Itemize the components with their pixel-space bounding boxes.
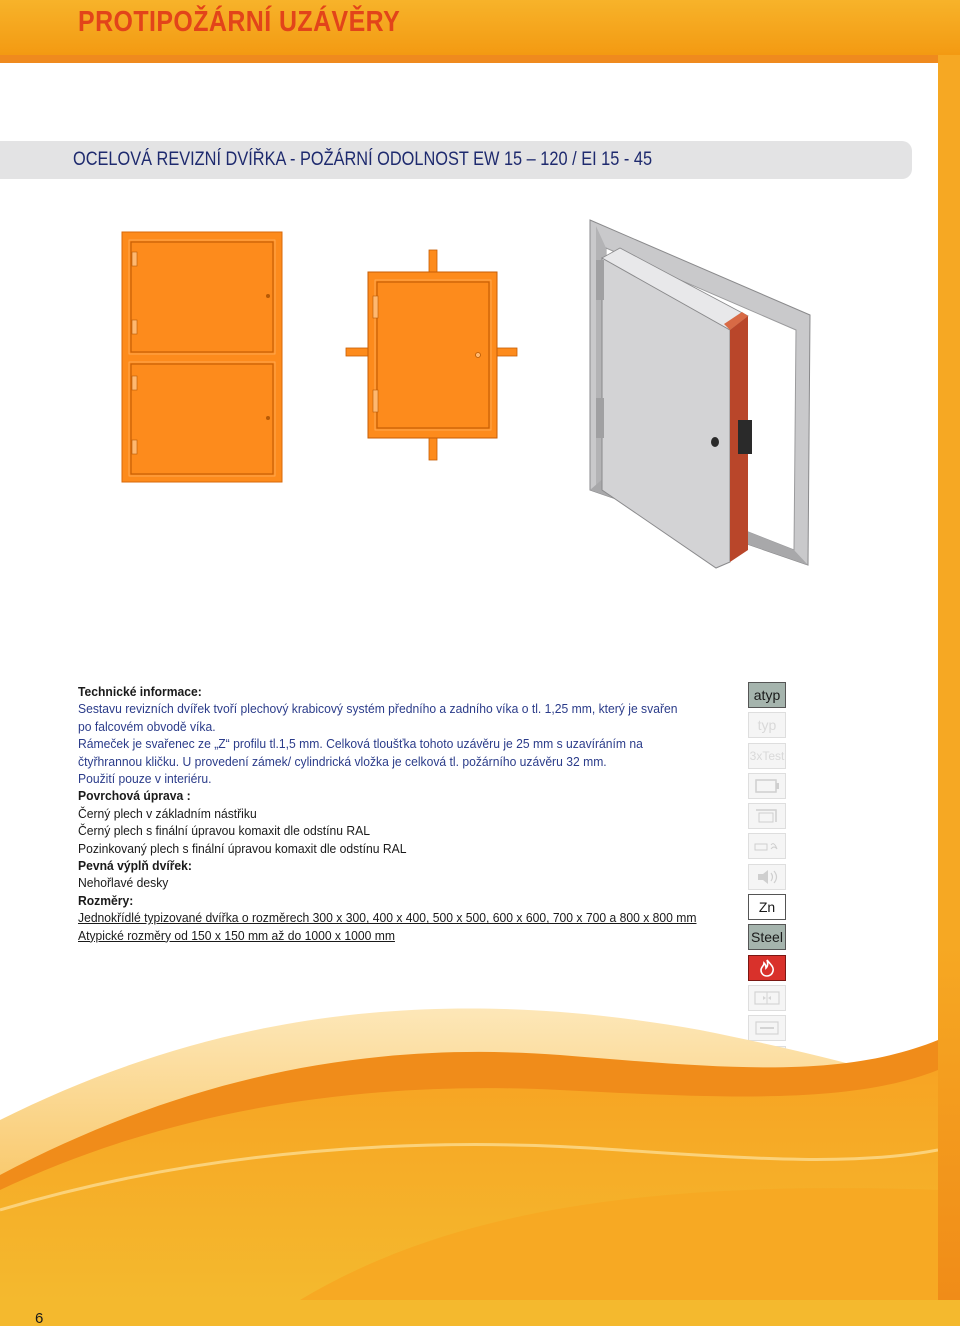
fill-value: Nehořlavé desky: [78, 875, 169, 891]
3xtest-icon-label: 3xTest: [749, 748, 785, 763]
decorative-swoosh: [0, 960, 938, 1300]
atyp-icon-label: atyp: [753, 687, 781, 703]
dimensions-line: Atypické rozměry od 150 x 150 mm až do 1000 x 1000 mm: [78, 927, 395, 943]
tech-heading: Technické informace:: [78, 684, 202, 699]
zn-icon-label: Zn: [758, 899, 776, 916]
steel-icon: [748, 924, 786, 950]
open-door-3d-illustration: [590, 220, 810, 568]
technical-info: [78, 683, 738, 944]
product-illustrations: [0, 190, 938, 670]
surface-line: Pozinkovaný plech s finální úpravou komaxit dle odstínu RAL: [78, 840, 407, 856]
surface-heading: Povrchová úprava :: [78, 788, 191, 804]
dimensions-heading: Rozměry:: [78, 892, 134, 908]
single-door-illustration: [346, 250, 517, 460]
surface-line: Černý plech s finální úpravou komaxit dle odstínu RAL: [78, 823, 371, 839]
tech-line: Použití pouze v interiéru.: [78, 771, 212, 787]
surface-line: Černý plech v základním nástřiku: [78, 805, 257, 821]
dimensions-line: Jednokřídlé typizované dvířka o rozměrech 300 x 300, 400 x 400, 500 x 500, 600 x 600, 700 x 700 a 800 x 800 mm: [78, 910, 697, 926]
typ-icon-label: typ: [757, 717, 777, 734]
right-side-bar: [938, 55, 960, 1326]
page-number: 6: [35, 1310, 44, 1327]
tech-line: po falcovém obvodě víka.: [78, 718, 216, 734]
double-door-illustration: [122, 232, 282, 482]
zn-icon: [748, 894, 786, 920]
3xtest-icon: [748, 743, 786, 769]
typ-icon: [748, 712, 786, 738]
page-title: PROTIPOŽÁRNÍ UZÁVĚRY: [78, 6, 401, 38]
surface-mount-icon: [748, 773, 786, 799]
steel-icon-label: Steel: [751, 929, 783, 946]
atyp-icon: [748, 682, 786, 708]
tech-line: čtyřhrannou kličku. U provedení zámek/ cylindrická vložka je celková tl. požárního uzávěru 32 mm.: [78, 753, 607, 769]
acoustic-icon: [748, 864, 786, 890]
tech-line: Rámeček je svařenec ze „Z“ profilu tl.1,5 mm. Celková tloušťka tohoto uzávěru je 25 mm s uzavíráním na: [78, 736, 643, 752]
tech-line: Sestavu revizních dvířek tvoří plechový krabicový systém předního a zadního víka o tl. 1,25 mm, který je svařen: [78, 701, 678, 717]
smoke-icon: [748, 833, 786, 859]
fill-heading: Pevná výplň dvířek:: [78, 858, 192, 874]
section-subtitle: OCELOVÁ REVIZNÍ DVÍŘKA - POŽÁRNÍ ODOLNOST EW 15 – 120 / EI 15 - 45: [73, 149, 653, 170]
footer-band: [0, 1300, 960, 1326]
header-rule: [0, 55, 960, 63]
flush-mount-icon: [748, 803, 786, 829]
